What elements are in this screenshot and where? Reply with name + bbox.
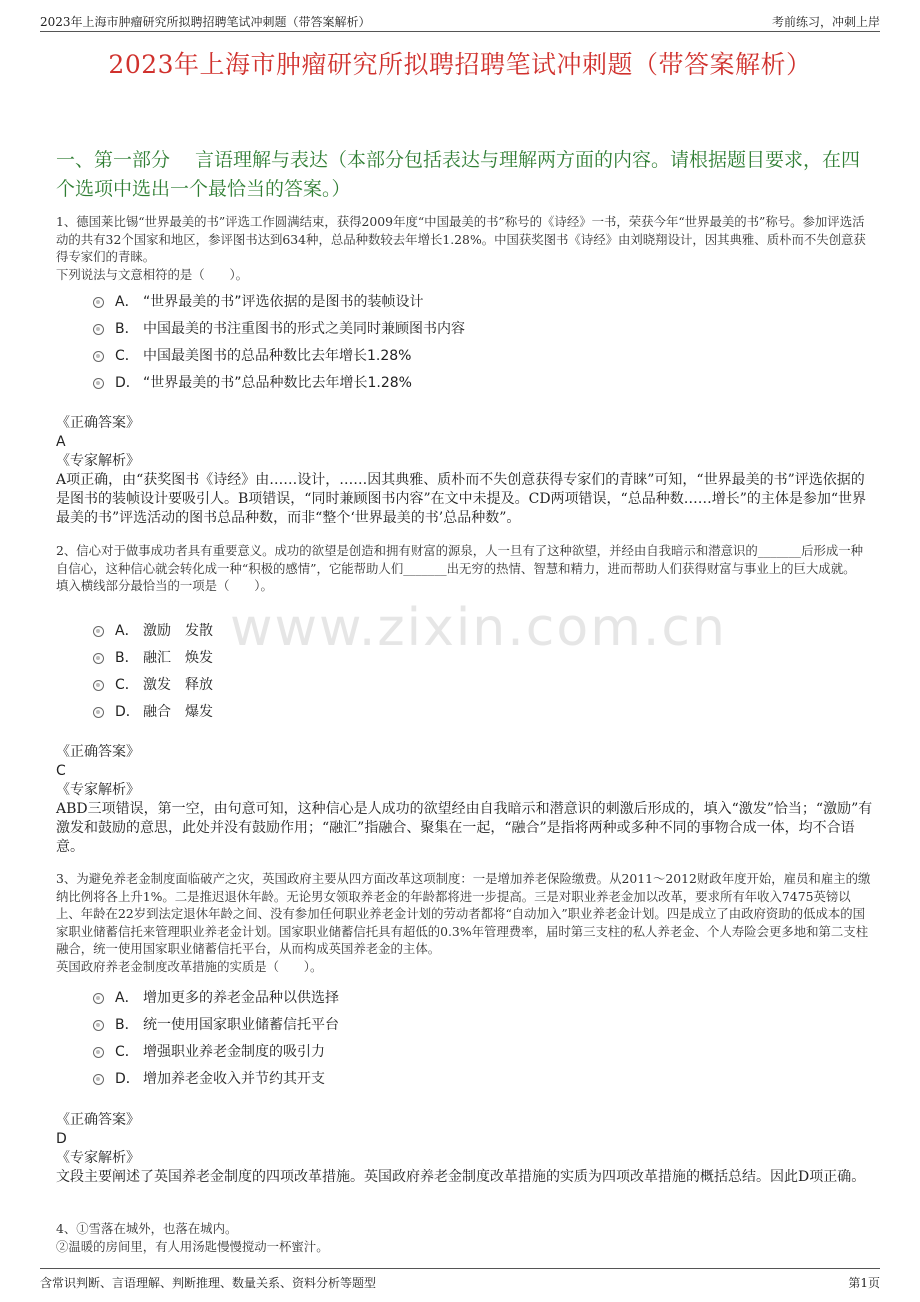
option-text: 激励 发散 — [143, 623, 213, 639]
radio-icon[interactable] — [93, 351, 104, 362]
option-c[interactable]: C． 中国最美图书的总品种数比去年增长1.28% — [93, 343, 465, 370]
answer-label: 《正确答案》 — [56, 1112, 140, 1128]
option-b[interactable]: B． 中国最美的书注重图书的形式之美同时兼顾图书内容 — [93, 316, 465, 343]
page-number: 第1页 — [848, 1276, 880, 1290]
question-prompt: 下列说法与文意相符的是（ ）。 — [56, 266, 249, 282]
option-text: “世界最美的书”总品种数比去年增长1.28% — [143, 375, 412, 391]
option-d[interactable]: D． 增加养老金收入并节约其开支 — [93, 1066, 339, 1093]
question-prompt: 填入横线部分最恰当的一项是（ ）。 — [56, 578, 273, 593]
question-prompt: 英国政府养老金制度改革措施的实质是（ ）。 — [56, 958, 323, 974]
radio-icon[interactable] — [93, 993, 104, 1004]
radio-icon[interactable] — [93, 1020, 104, 1031]
radio-icon[interactable] — [93, 324, 104, 335]
option-a[interactable]: A． 激励 发散 — [93, 618, 213, 645]
radio-icon[interactable] — [93, 297, 104, 308]
question-2-answer — [56, 743, 874, 857]
footer-note: 含常识判断、言语理解、判断推理、数量关系、资料分析等题型 — [40, 1276, 377, 1290]
option-text: 增加养老金收入并节约其开支 — [143, 1071, 325, 1087]
section-heading: 一、第一部分 言语理解与表达（本部分包括表达与理解两方面的内容。请根据题目要求，在四个选项中选出一个最恰当的答案。） — [56, 149, 861, 200]
answer-value: D — [56, 1131, 67, 1147]
question-4-stem-block — [56, 1220, 874, 1255]
analysis-label: 《专家解析》 — [56, 782, 140, 798]
analysis-label: 《专家解析》 — [56, 453, 140, 469]
question-stem: 1、德国莱比锡“世界最美的书”评选工作圆满结束，获得2009年度“中国最美的书”称号的《诗经》一书，荣获今年“世界最美的书”称号。参加评选活动的共有32个国家和地区，参评图书达到634种，总品种数较去年增长1.28%。中国获奖图书《诗经》由刘晓翔设计，因其典雅、质朴而不失创意获得专家们的青睐。 — [56, 214, 866, 264]
question-2-stem-block — [56, 542, 874, 595]
answer-value: A — [56, 434, 66, 450]
option-text: 融合 爆发 — [143, 704, 213, 720]
question-1-stem-block — [56, 213, 874, 283]
question-2-options — [93, 618, 213, 726]
question-1-answer — [56, 414, 874, 528]
page-header — [0, 0, 920, 30]
option-c[interactable]: C． 激发 释放 — [93, 672, 213, 699]
option-text: 激发 释放 — [143, 677, 213, 693]
question-3-options — [93, 985, 339, 1093]
option-d[interactable]: D． “世界最美的书”总品种数比去年增长1.28% — [93, 370, 465, 397]
radio-icon[interactable] — [93, 707, 104, 718]
radio-icon[interactable] — [93, 626, 104, 637]
option-text: 增强职业养老金制度的吸引力 — [143, 1044, 325, 1060]
question-stem: 3、为避免养老金制度面临破产之灾，英国政府主要从四方面改革这项制度：一是增加养老保险缴费。从2011～2012财政年度开始，雇员和雇主的缴纳比例将各上升1%。二是推迟退休年龄。无论男女领取养老金的年龄都将进一步提高。三是对职业养老金加以改革，要求所有年收入7475英镑以上、年龄在22岁到法定退休年龄之间、没有参加任何职业养老金计划的劳动者都将“自动加入”职业养老金计划。四是成立了由政府资助的低成本的国家职业储蓄信托来管理职业养老金计划。国家职业储蓄信托具有超低的0.3%年管理费率，届时第三支柱的私人养老金、个人寿险会更多地和第二支柱融合，统一使用国家职业储蓄信托平台，从而构成英国养老金的主体。 — [56, 871, 871, 956]
header-divider — [40, 31, 880, 32]
question-stem-line: ②温暖的房间里，有人用汤匙慢慢搅动一杯蜜汁。 — [56, 1238, 329, 1254]
radio-icon[interactable] — [93, 1074, 104, 1085]
question-3-answer — [56, 1111, 874, 1187]
option-text: 统一使用国家职业储蓄信托平台 — [143, 1017, 339, 1033]
analysis-text: ABD三项错误，第一空，由句意可知，这种信心是人成功的欲望经由自我暗示和潜意识的刺激后形成的，填入“激发”恰当；“激励”有激发和鼓励的意思，此处并没有鼓励作用；“融汇”指融合、聚集在一起，“融合”是指将两种或多种不同的事物合成一体，均不合语意。 — [56, 801, 873, 855]
question-3-stem-block — [56, 870, 874, 975]
option-a[interactable]: A． 增加更多的养老金品种以供选择 — [93, 985, 339, 1012]
option-a[interactable]: A． “世界最美的书”评选依据的是图书的装帧设计 — [93, 289, 465, 316]
option-text: 中国最美的书注重图书的形式之美同时兼顾图书内容 — [143, 321, 465, 337]
option-text: “世界最美的书”评选依据的是图书的装帧设计 — [143, 294, 424, 310]
radio-icon[interactable] — [93, 1047, 104, 1058]
answer-value: C — [56, 763, 66, 779]
option-text: 中国最美图书的总品种数比去年增长1.28% — [143, 348, 412, 364]
radio-icon[interactable] — [93, 378, 104, 389]
analysis-label: 《专家解析》 — [56, 1150, 140, 1166]
answer-label: 《正确答案》 — [56, 744, 140, 760]
watermark: www.zixin.com.cn — [230, 598, 727, 658]
analysis-text: 文段主要阐述了英国养老金制度的四项改革措施。英国政府养老金制度改革措施的实质为四项改革措施的概括总结。因此D项正确。 — [56, 1169, 866, 1185]
answer-label: 《正确答案》 — [56, 415, 140, 431]
radio-icon[interactable] — [93, 680, 104, 691]
option-b[interactable]: B． 融汇 焕发 — [93, 645, 213, 672]
option-c[interactable]: C． 增强职业养老金制度的吸引力 — [93, 1039, 339, 1066]
question-stem: 2、信心对于做事成功者具有重要意义。成功的欲望是创造和拥有财富的源泉，人一旦有了这种欲望，并经由自我暗示和潜意识的_______后形成一种自信心，这种信心就会转化成一种“积极的感情”，它能帮助人们_______出无穷的热情、智慧和精力，进而帮助人们获得财富与事业上的巨大成就。 — [56, 543, 864, 576]
radio-icon[interactable] — [93, 653, 104, 664]
option-text: 增加更多的养老金品种以供选择 — [143, 990, 339, 1006]
header-doc-title: 2023年上海市肿瘤研究所拟聘招聘笔试冲刺题（带答案解析） — [40, 15, 371, 29]
option-d[interactable]: D． 融合 爆发 — [93, 699, 213, 726]
question-1-options — [93, 289, 465, 397]
option-text: 融汇 焕发 — [143, 650, 213, 666]
header-slogan: 考前练习，冲刺上岸 — [771, 15, 880, 29]
question-stem-line: 4、①雪落在城外，也落在城内。 — [56, 1221, 238, 1236]
analysis-text: A项正确，由“获奖图书《诗经》由……设计，……因其典雅、质朴而不失创意获得专家们的青睐”可知，“世界最美的书”评选依据的是图书的装帧设计要吸引人。B项错误，“同时兼顾图书内容”在文中未提及。CD两项错误，“总品种数……增长”的主体是参加“世界最美的书”评选活动的图书总品种数，而非“整个‘世界最美的书’总品种数”。 — [56, 472, 867, 526]
page-title: 2023年上海市肿瘤研究所拟聘招聘笔试冲刺题（带答案解析） — [108, 50, 812, 79]
option-b[interactable]: B． 统一使用国家职业储蓄信托平台 — [93, 1012, 339, 1039]
footer-divider — [40, 1268, 880, 1269]
